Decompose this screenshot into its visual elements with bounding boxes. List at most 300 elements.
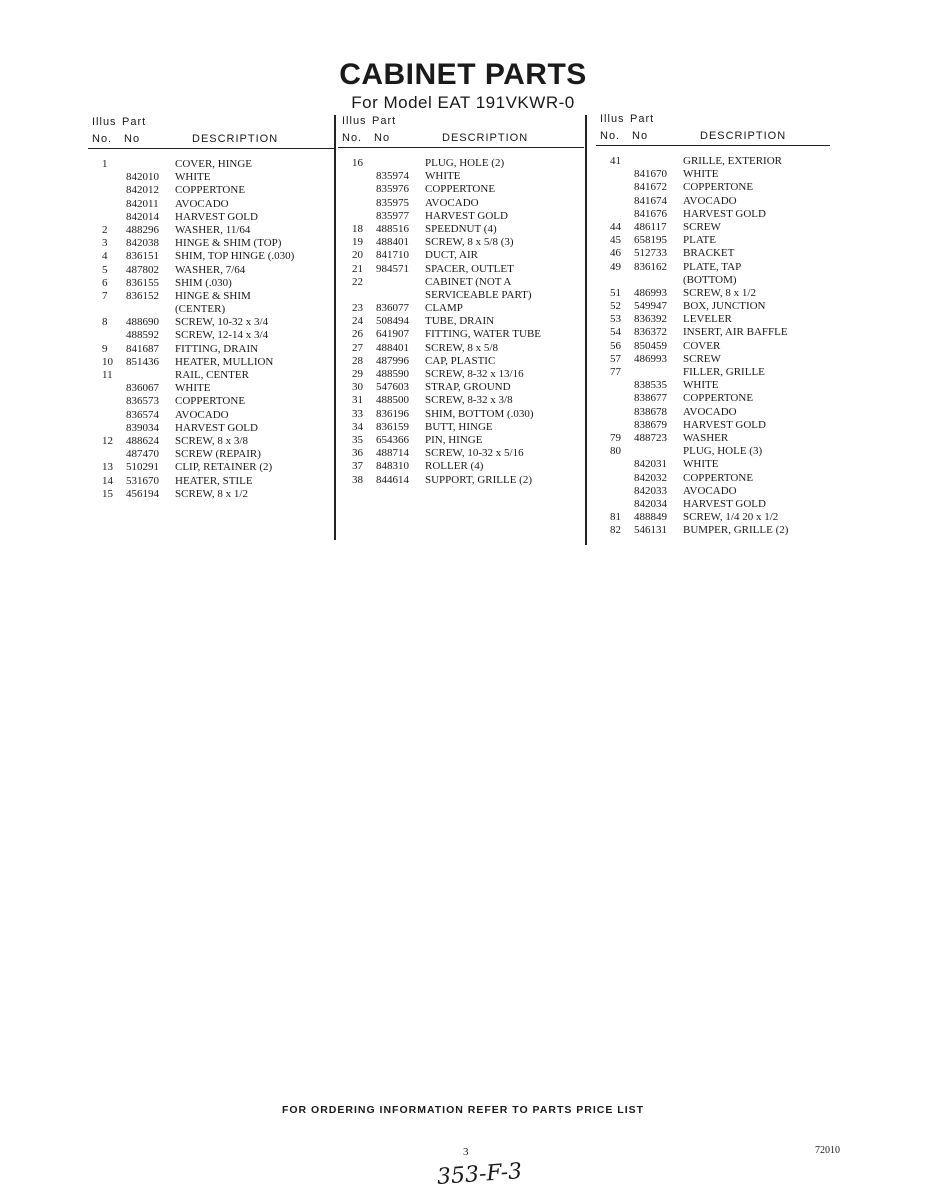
parts-column-1 xyxy=(88,114,334,501)
description: HARVEST GOLD xyxy=(683,497,766,510)
handwritten-note: 353-F-3 xyxy=(436,1159,523,1190)
description: COPPERTONE xyxy=(683,471,754,484)
description: WHITE xyxy=(683,168,719,181)
table-row xyxy=(596,472,830,485)
illus-no: 22 xyxy=(352,275,363,288)
table-row xyxy=(338,183,584,196)
table-row xyxy=(88,343,334,356)
illus-no: 11 xyxy=(102,369,113,381)
part-no: 508494 xyxy=(376,315,409,328)
table-row xyxy=(88,237,334,250)
illus-no: 24 xyxy=(352,315,363,328)
table-row xyxy=(596,485,830,498)
description: WASHER, 11/64 xyxy=(175,223,251,236)
table-row xyxy=(88,158,334,171)
description: CAP, PLASTIC xyxy=(425,354,496,367)
table-row xyxy=(338,315,584,328)
description: COPPERTONE xyxy=(683,392,754,405)
part-no: 841672 xyxy=(634,181,667,194)
table-row xyxy=(338,460,584,473)
description: HARVEST GOLD xyxy=(425,209,508,222)
part-no: 842010 xyxy=(126,171,159,184)
table-row xyxy=(596,155,830,168)
header-part-top: Part xyxy=(630,113,655,125)
table-row xyxy=(596,168,830,181)
part-no: 510291 xyxy=(126,461,159,474)
header-description: DESCRIPTION xyxy=(442,132,529,144)
table-row xyxy=(88,250,334,263)
description: WHITE xyxy=(683,379,719,392)
part-no: 841670 xyxy=(634,168,667,181)
part-no: 842034 xyxy=(634,497,667,510)
illus-no: 36 xyxy=(352,447,363,460)
illus-no: 54 xyxy=(610,326,621,339)
part-no: 488723 xyxy=(634,431,667,444)
table-row xyxy=(88,461,334,474)
part-no: 836573 xyxy=(126,395,159,408)
illus-no: 26 xyxy=(352,328,363,341)
description: WHITE xyxy=(175,382,211,395)
part-no: 842033 xyxy=(634,484,667,497)
header-part-bottom: No xyxy=(124,133,141,145)
parts-column-3 xyxy=(596,111,830,537)
table-row xyxy=(88,395,334,408)
table-row xyxy=(596,300,830,313)
description: COPPERTONE xyxy=(175,184,246,197)
description: AVOCADO xyxy=(175,408,229,421)
part-no: 848310 xyxy=(376,460,409,473)
illus-no: 77 xyxy=(610,366,621,378)
part-no: 836067 xyxy=(126,382,159,395)
table-row xyxy=(338,342,584,355)
illus-no: 12 xyxy=(102,434,113,447)
description: SERVICEABLE PART) xyxy=(425,288,532,301)
description: HARVEST GOLD xyxy=(683,207,766,220)
part-no: 658195 xyxy=(634,234,667,247)
illus-no: 45 xyxy=(610,234,621,247)
illus-no: 16 xyxy=(352,157,363,169)
illus-no: 27 xyxy=(352,341,363,354)
description: SPEEDNUT (4) xyxy=(425,222,497,235)
description: SCREW, 12-14 x 3/4 xyxy=(175,329,269,342)
part-no: 844614 xyxy=(376,473,409,486)
description: AVOCADO xyxy=(683,405,737,418)
description: HARVEST GOLD xyxy=(683,418,766,431)
table-row xyxy=(596,353,830,366)
description: CABINET (NOT A xyxy=(425,275,512,288)
table-row xyxy=(596,511,830,524)
illus-no: 14 xyxy=(102,474,113,487)
column-header xyxy=(338,113,584,148)
ordering-info: FOR ORDERING INFORMATION REFER TO PARTS PRICE LIST xyxy=(281,1104,645,1116)
table-row xyxy=(88,198,334,211)
part-no: 835974 xyxy=(376,170,409,183)
description: TUBE, DRAIN xyxy=(425,315,495,328)
part-no: 546131 xyxy=(634,524,667,537)
illus-no: 31 xyxy=(352,394,363,407)
table-row xyxy=(596,287,830,300)
header-illus-top: Illus xyxy=(342,115,367,127)
illus-no: 19 xyxy=(352,236,363,249)
part-no: 488592 xyxy=(126,329,159,342)
header-illus-top: Illus xyxy=(92,116,117,128)
part-no: 851436 xyxy=(126,355,159,368)
table-row xyxy=(596,524,830,537)
part-no: 841676 xyxy=(634,207,667,220)
description: SCREW xyxy=(683,352,721,365)
description: LEVELER xyxy=(683,313,732,326)
illus-no: 18 xyxy=(352,222,363,235)
illus-no: 79 xyxy=(610,431,621,444)
part-no: 486993 xyxy=(634,286,667,299)
description: WASHER xyxy=(683,431,729,444)
description: FITTING, DRAIN xyxy=(175,342,259,355)
table-row xyxy=(88,184,334,197)
part-no: 486117 xyxy=(634,220,667,233)
description: SHIM (.030) xyxy=(175,276,232,289)
part-no: 488690 xyxy=(126,316,159,329)
part-no: 531670 xyxy=(126,474,159,487)
description: BUTT, HINGE xyxy=(425,420,493,433)
table-row xyxy=(88,290,334,303)
description: SCREW, 8 x 5/8 (3) xyxy=(425,236,514,249)
table-row xyxy=(338,434,584,447)
table-row xyxy=(596,498,830,511)
part-no: 836077 xyxy=(376,302,409,315)
part-no: 456194 xyxy=(126,487,159,500)
part-no: 488714 xyxy=(376,447,409,460)
part-no: 836162 xyxy=(634,260,667,273)
part-no: 838535 xyxy=(634,379,667,392)
part-no: 836155 xyxy=(126,276,159,289)
part-no: 547603 xyxy=(376,381,409,394)
table-row xyxy=(338,170,584,183)
header-part-top: Part xyxy=(372,115,397,127)
part-no: 488401 xyxy=(376,341,409,354)
part-no: 487996 xyxy=(376,354,409,367)
part-no: 841674 xyxy=(634,194,667,207)
table-row xyxy=(88,171,334,184)
description: AVOCADO xyxy=(683,194,737,207)
illus-no: 56 xyxy=(610,339,621,352)
illus-no: 2 xyxy=(102,223,108,236)
table-row xyxy=(338,289,584,302)
description: WASHER, 7/64 xyxy=(175,263,246,276)
column-divider xyxy=(334,115,336,540)
header-part-top: Part xyxy=(122,116,147,128)
part-no: 835975 xyxy=(376,196,409,209)
part-no: 488590 xyxy=(376,368,409,380)
description: HARVEST GOLD xyxy=(175,421,258,434)
description: COPPERTONE xyxy=(425,183,496,196)
description: SHIM, TOP HINGE (.030) xyxy=(175,250,295,263)
page-title: CABINET PARTS xyxy=(339,58,587,91)
part-no: 841710 xyxy=(376,249,409,262)
part-no: 842038 xyxy=(126,237,159,250)
description: COVER xyxy=(683,339,721,352)
illus-no: 52 xyxy=(610,300,621,313)
part-no: 836151 xyxy=(126,250,159,263)
table-row xyxy=(338,394,584,407)
table-row xyxy=(338,368,584,381)
illus-no: 4 xyxy=(102,250,108,263)
illus-no: 13 xyxy=(102,461,113,474)
header-part-bottom: No xyxy=(374,132,391,144)
table-row xyxy=(88,224,334,237)
illus-no: 41 xyxy=(610,155,621,167)
description: CLAMP xyxy=(425,302,463,315)
description: (CENTER) xyxy=(175,303,226,316)
table-row xyxy=(338,276,584,289)
model-subtitle: For Model EAT 191VKWR-0 xyxy=(351,93,575,112)
illus-no: 53 xyxy=(610,313,621,326)
description: SCREW, 8 x 1/2 xyxy=(175,487,248,500)
header-description: DESCRIPTION xyxy=(700,130,787,142)
table-row xyxy=(88,316,334,329)
illus-no: 46 xyxy=(610,247,621,260)
illus-no: 10 xyxy=(102,355,113,368)
table-row xyxy=(338,223,584,236)
table-row xyxy=(88,409,334,422)
table-row xyxy=(596,247,830,260)
part-no: 654366 xyxy=(376,433,409,446)
table-row xyxy=(338,355,584,368)
description: AVOCADO xyxy=(175,197,229,210)
table-row xyxy=(338,236,584,249)
document-code: 72010 xyxy=(815,1145,840,1156)
illus-no: 34 xyxy=(352,420,363,433)
part-no: 835977 xyxy=(376,209,409,222)
description: PLATE xyxy=(683,234,716,247)
table-row xyxy=(338,249,584,262)
illus-no: 21 xyxy=(352,262,363,275)
table-row xyxy=(596,234,830,247)
table-row xyxy=(596,181,830,194)
description: DUCT, AIR xyxy=(425,249,478,262)
description: STRAP, GROUND xyxy=(425,381,511,394)
illus-no: 20 xyxy=(352,249,363,262)
part-no: 838679 xyxy=(634,418,667,431)
table-row xyxy=(596,340,830,353)
description: SCREW, 8 x 1/2 xyxy=(683,286,756,299)
table-row xyxy=(88,264,334,277)
description: GRILLE, EXTERIOR xyxy=(683,155,782,167)
description: PIN, HINGE xyxy=(425,433,483,446)
table-row xyxy=(338,210,584,223)
description: COPPERTONE xyxy=(175,395,246,408)
illus-no: 5 xyxy=(102,263,108,276)
part-no: 486993 xyxy=(634,352,667,365)
part-no: 487470 xyxy=(126,448,159,461)
description: PLUG, HOLE (3) xyxy=(683,445,763,458)
part-no: 836152 xyxy=(126,289,159,302)
illus-no: 37 xyxy=(352,460,363,473)
description: SCREW, 8 x 5/8 xyxy=(425,341,498,354)
part-no: 488500 xyxy=(376,394,409,407)
parts-column-2 xyxy=(338,113,584,487)
part-no: 835976 xyxy=(376,183,409,196)
table-row xyxy=(338,157,584,170)
illus-no: 57 xyxy=(610,352,621,365)
part-no: 641907 xyxy=(376,328,409,341)
part-no: 842031 xyxy=(634,458,667,471)
table-row xyxy=(596,458,830,471)
part-no: 488401 xyxy=(376,236,409,249)
part-no: 850459 xyxy=(634,339,667,352)
illus-no: 6 xyxy=(102,276,108,289)
description: SCREW (REPAIR) xyxy=(175,448,261,461)
description: PLUG, HOLE (2) xyxy=(425,157,505,169)
table-row xyxy=(596,432,830,445)
description: SUPPORT, GRILLE (2) xyxy=(425,473,532,486)
table-row xyxy=(338,408,584,421)
description: RAIL, CENTER xyxy=(175,369,249,381)
description: SCREW, 1/4 20 x 1/2 xyxy=(683,511,779,524)
description: SCREW, 8-32 x 13/16 xyxy=(425,368,524,380)
part-no: 838678 xyxy=(634,405,667,418)
table-row xyxy=(88,435,334,448)
part-no: 836392 xyxy=(634,313,667,326)
part-no: 842014 xyxy=(126,210,159,223)
description: COVER, HINGE xyxy=(175,158,252,170)
header-illus-bottom: No. xyxy=(600,130,621,142)
table-row xyxy=(596,274,830,287)
illus-no: 33 xyxy=(352,407,363,420)
description: SCREW xyxy=(683,220,721,233)
description: SCREW, 10-32 x 5/16 xyxy=(425,447,524,460)
header-illus-top: Illus xyxy=(600,113,625,125)
illus-no: 3 xyxy=(102,237,108,250)
illus-no: 9 xyxy=(102,342,108,355)
description: HARVEST GOLD xyxy=(175,210,258,223)
table-row xyxy=(88,356,334,369)
column-divider xyxy=(585,115,587,545)
description: FILLER, GRILLE xyxy=(683,366,765,378)
table-row xyxy=(88,475,334,488)
description: SPACER, OUTLET xyxy=(425,262,514,275)
table-row xyxy=(596,261,830,274)
part-no: 842011 xyxy=(126,197,159,210)
table-row xyxy=(596,313,830,326)
table-row xyxy=(88,329,334,342)
table-row xyxy=(338,263,584,276)
table-row xyxy=(338,197,584,210)
illus-no: 38 xyxy=(352,473,363,486)
illus-no: 8 xyxy=(102,316,108,329)
description: HEATER, MULLION xyxy=(175,355,274,368)
description: AVOCADO xyxy=(683,484,737,497)
table-row xyxy=(88,277,334,290)
illus-no: 23 xyxy=(352,302,363,315)
description: FITTING, WATER TUBE xyxy=(425,328,542,341)
description: INSERT, AIR BAFFLE xyxy=(683,326,788,339)
table-row xyxy=(88,422,334,435)
part-no: 836196 xyxy=(376,407,409,420)
part-no: 488296 xyxy=(126,223,159,236)
table-row xyxy=(88,369,334,382)
illus-no: 29 xyxy=(352,368,363,380)
table-row xyxy=(338,447,584,460)
part-no: 836159 xyxy=(376,420,409,433)
header-description: DESCRIPTION xyxy=(192,133,279,145)
description: PLATE, TAP xyxy=(683,260,742,273)
description: BRACKET xyxy=(683,247,735,260)
illus-no: 30 xyxy=(352,381,363,394)
illus-no: 15 xyxy=(102,487,113,500)
table-row xyxy=(338,302,584,315)
illus-no: 51 xyxy=(610,286,621,299)
illus-no: 81 xyxy=(610,511,621,524)
part-no: 984571 xyxy=(376,262,409,275)
table-row xyxy=(596,326,830,339)
illus-no: 28 xyxy=(352,354,363,367)
part-no: 836574 xyxy=(126,408,159,421)
illus-no: 7 xyxy=(102,289,108,302)
description: SCREW, 10-32 x 3/4 xyxy=(175,316,269,329)
table-row xyxy=(88,303,334,316)
table-row xyxy=(338,328,584,341)
table-row xyxy=(338,381,584,394)
part-no: 839034 xyxy=(126,421,159,434)
part-no: 549947 xyxy=(634,300,667,313)
description: SCREW, 8 x 3/8 xyxy=(175,434,248,447)
illus-no: 44 xyxy=(610,220,621,233)
description: BOX, JUNCTION xyxy=(683,300,766,313)
part-no: 842012 xyxy=(126,184,159,197)
table-row xyxy=(596,445,830,458)
part-no: 838677 xyxy=(634,392,667,405)
table-row xyxy=(338,474,584,487)
table-row xyxy=(596,195,830,208)
table-row xyxy=(596,366,830,379)
description: ROLLER (4) xyxy=(425,460,484,473)
description: (BOTTOM) xyxy=(683,273,737,286)
description: HINGE & SHIM xyxy=(175,289,251,302)
header-illus-bottom: No. xyxy=(342,132,363,144)
description: CLIP, RETAINER (2) xyxy=(175,461,273,474)
illus-no: 1 xyxy=(102,158,108,170)
description: HEATER, STILE xyxy=(175,474,253,487)
table-row xyxy=(596,419,830,432)
header-illus-bottom: No. xyxy=(92,133,113,145)
part-no: 836372 xyxy=(634,326,667,339)
table-row xyxy=(88,211,334,224)
table-row xyxy=(338,421,584,434)
illus-no: 80 xyxy=(610,445,621,458)
column-header xyxy=(88,114,334,149)
description: WHITE xyxy=(425,170,461,183)
table-row xyxy=(88,382,334,395)
table-row xyxy=(596,406,830,419)
table-row xyxy=(88,448,334,461)
table-row xyxy=(88,488,334,501)
part-no: 512733 xyxy=(634,247,667,260)
description: BUMPER, GRILLE (2) xyxy=(683,524,789,537)
table-row xyxy=(596,379,830,392)
illus-no: 35 xyxy=(352,433,363,446)
table-row xyxy=(596,392,830,405)
description: AVOCADO xyxy=(425,196,479,209)
header-part-bottom: No xyxy=(632,130,649,142)
table-row xyxy=(596,221,830,234)
column-header xyxy=(596,111,830,146)
illus-no: 49 xyxy=(610,260,621,273)
description: SHIM, BOTTOM (.030) xyxy=(425,407,534,420)
description: HINGE & SHIM (TOP) xyxy=(175,237,282,250)
page-number: 3 xyxy=(463,1146,469,1158)
description: SCREW, 8-32 x 3/8 xyxy=(425,394,513,407)
part-no: 842032 xyxy=(634,471,667,484)
